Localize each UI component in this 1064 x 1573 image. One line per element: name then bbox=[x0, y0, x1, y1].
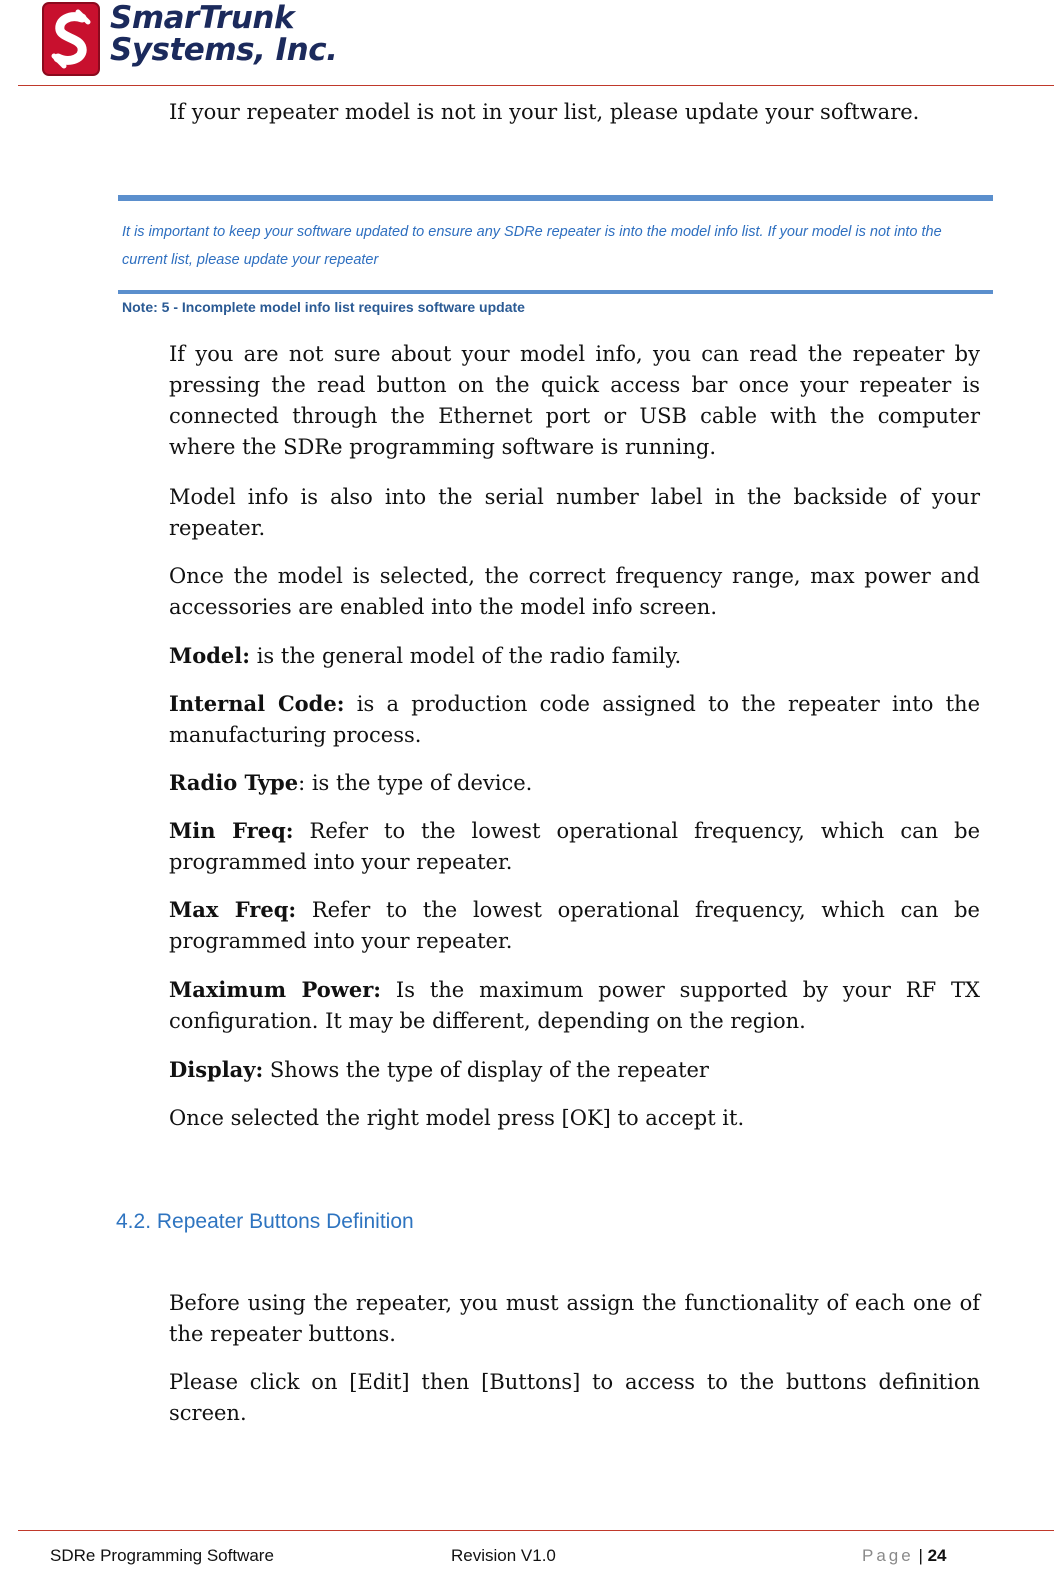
footer-page-number: 24 bbox=[927, 1546, 947, 1565]
logo-wordmark bbox=[110, 2, 337, 66]
logo-line-1: SmarTrunk bbox=[110, 0, 295, 36]
note-top-border bbox=[118, 195, 993, 201]
section-paragraph-2: Please click on [Edit] then [Buttons] to access to the buttons definition screen. bbox=[169, 1370, 980, 1425]
definition-min-freq bbox=[169, 815, 980, 878]
section-block-1 bbox=[169, 1288, 980, 1350]
intro-paragraph: If your repeater model is not in your list, please update your software. bbox=[169, 100, 920, 124]
definition-term: Display: bbox=[169, 1057, 264, 1082]
definition-display bbox=[169, 1054, 980, 1086]
definition-desc: Is the maximum power supported by your RF TX configuration. It may be different, depending on the region. bbox=[169, 978, 980, 1033]
paragraph-read-model: If you are not sure about your model info, you can read the repeater by pressing the read button on the quick access bar once your repeater is connected through the Ethernet port or USB cable with the computer where the SDRe programming software is running. bbox=[169, 342, 980, 459]
definition-term: Min Freq: bbox=[169, 818, 294, 843]
footer-page bbox=[862, 1545, 947, 1567]
intro-block bbox=[169, 97, 980, 128]
definition-desc: is a production code assigned to the repeater into the manufacturing process. bbox=[169, 692, 981, 747]
paragraph-serial-label: Model info is also into the serial number label in the backside of your repeater. bbox=[169, 485, 980, 540]
body-block-3 bbox=[169, 561, 980, 623]
definition-desc: : is the type of device. bbox=[298, 771, 533, 795]
definition-term: Internal Code: bbox=[169, 691, 345, 716]
footer-divider bbox=[18, 1530, 1054, 1531]
definition-term: Radio Type bbox=[169, 770, 299, 795]
company-logo bbox=[42, 2, 342, 78]
section-paragraph-1: Before using the repeater, you must assign the functionality of each one of the repeater buttons. bbox=[169, 1291, 980, 1346]
definition-term: Max Freq: bbox=[169, 897, 297, 922]
note-text: It is important to keep your software updated to ensure any SDRe repeater is into the model info list. If your model is not into the current list, please update your repeater bbox=[122, 224, 942, 268]
footer-doc-title: SDRe Programming Software bbox=[50, 1546, 274, 1565]
body-block-2 bbox=[169, 482, 980, 544]
definition-max-freq bbox=[169, 894, 980, 957]
paragraph-model-selected: Once the model is selected, the correct frequency range, max power and accessories are enabled into the model info screen. bbox=[169, 564, 980, 619]
smartrunk-logo-icon bbox=[42, 2, 100, 76]
body-block bbox=[169, 339, 980, 463]
section-block-2 bbox=[169, 1367, 980, 1429]
footer-page-separator: | bbox=[918, 1546, 923, 1565]
footer-page-label: Page bbox=[862, 1546, 914, 1565]
footer-revision: Revision V1.0 bbox=[451, 1546, 556, 1565]
definition-term: Maximum Power: bbox=[169, 977, 382, 1002]
note-bottom-border bbox=[118, 290, 993, 294]
definition-radio-type bbox=[169, 767, 980, 799]
note-caption: Note: 5 - Incomplete model info list requires software update bbox=[122, 299, 525, 315]
definition-desc: Refer to the lowest operational frequency, which can be programmed into your repeater. bbox=[169, 819, 981, 874]
definition-model bbox=[169, 640, 980, 672]
logo-line-2: Systems, Inc. bbox=[110, 32, 338, 68]
header-divider bbox=[18, 85, 1054, 86]
definition-maximum-power bbox=[169, 974, 980, 1037]
definition-term: Model: bbox=[169, 643, 251, 668]
definition-desc: is the general model of the radio family. bbox=[250, 644, 682, 668]
closing-paragraph: Once selected the right model press [OK] to accept it. bbox=[169, 1106, 745, 1130]
definition-internal-code bbox=[169, 688, 980, 751]
closing-block bbox=[169, 1103, 980, 1134]
definition-desc: Refer to the lowest operational frequency, which can be programmed into your repeater. bbox=[169, 898, 980, 953]
definition-desc: Shows the type of display of the repeater bbox=[263, 1058, 709, 1082]
section-heading: 4.2. Repeater Buttons Definition bbox=[116, 1210, 414, 1233]
